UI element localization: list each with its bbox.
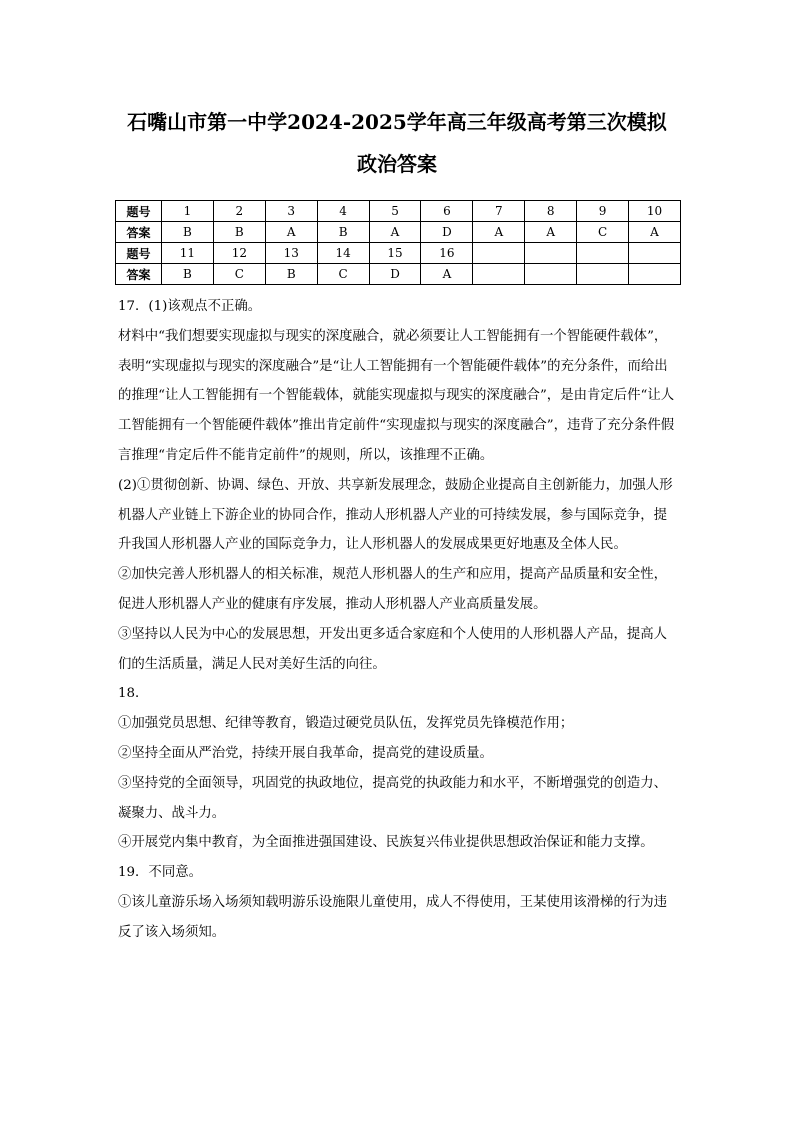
table-cell: 6 [421,201,473,222]
table-row [116,243,681,264]
table-row [116,264,681,285]
table-cell [473,264,525,285]
answer-paragraph: 18． [118,686,149,702]
table-cell: 14 [317,243,369,264]
table-cell: 7 [473,201,525,222]
table-cell: 5 [369,201,421,222]
answer-paragraph: ①该儿童游乐场入场须知载明游乐设施限儿童使用，成人不得使用，王某使用该滑梯的行为违反了该入场须知。 [118,894,668,940]
page-subtitle: 政治答案 [357,152,437,176]
answer-paragraph: ③坚持党的全面领导，巩固党的执政地位，提高党的执政能力和水平，不断增强党的创造力、凝聚力、战斗力。 [118,775,668,821]
table-cell: 16 [421,243,473,264]
table-cell [577,264,629,285]
table-cell: 11 [162,243,214,264]
answer-paragraph: 17．(1)该观点不正确。 [118,299,262,314]
table-cell: 1 [162,201,214,222]
table-row [116,222,681,243]
answer-paragraph: ②加快完善人形机器人的相关标准，规范人形机器人的生产和应用，提高产品质量和安全性，促进人形机器人产业的健康有序发展，推动人形机器人产业高质量发展。 [118,567,668,612]
answer-table-body [116,201,681,285]
page-title: 石嘴山市第一中学2024-2025学年高三年级高考第三次模拟 [127,110,667,134]
table-cell: A [525,222,577,243]
table-row-label: 题号 [116,201,162,222]
answer-paragraph: ①加强党员思想、纪律等教育，锻造过硬党员队伍，发挥党员先锋模范作用； [118,716,574,732]
table-cell: A [265,222,317,243]
table-cell: B [162,222,214,243]
table-row-label: 答案 [116,222,162,243]
table-cell: A [629,222,681,243]
table-cell: 15 [369,243,421,264]
table-cell: 13 [265,243,317,264]
table-cell: 2 [213,201,265,222]
table-cell: C [213,264,265,285]
table-cell [629,264,681,285]
table-cell: C [317,264,369,285]
answer-paragraph: ③坚持以人民为中心的发展思想，开发出更多适合家庭和个人使用的人形机器人产品，提高人们的生活质量，满足人民对美好生活的向往。 [118,626,668,672]
table-cell [473,243,525,264]
table-cell: 8 [525,201,577,222]
answer-paragraph: ②坚持全面从严治党，持续开展自我革命，提高党的建设质量。 [118,745,493,761]
answer-paragraph: (2)①贯彻创新、协调、绿色、开放、共享新发展理念，鼓励企业提高自主创新能力，加强人形机器人产业链上下游企业的协同合作，推动人形机器人产业的可持续发展，参与国际竞争，提升我国人形机器人产业的国际竞争力，让人形机器人的发展成果更好地惠及全体人民。 [118,477,673,553]
table-cell: A [369,222,421,243]
table-cell [525,243,577,264]
table-cell: D [369,264,421,285]
table-cell: B [213,222,265,243]
answer-paragraph: 19．不同意。 [118,865,202,881]
table-cell: C [577,222,629,243]
table-cell: A [473,222,525,243]
table-cell: 10 [629,201,681,222]
table-cell [629,243,681,264]
table-cell: 3 [265,201,317,222]
table-cell: D [421,222,473,243]
answer-paragraph: ④开展党内集中教育，为全面推进强国建设、民族复兴伟业提供思想政治保证和能力支撑。 [118,835,654,851]
table-row-label: 题号 [116,243,162,264]
table-cell: 12 [213,243,265,264]
table-cell: 4 [317,201,369,222]
table-row [116,201,681,222]
table-row-label: 答案 [116,264,162,285]
answer-body [118,292,678,948]
table-cell [525,264,577,285]
table-cell [577,243,629,264]
table-cell: 9 [577,201,629,222]
answer-paragraph: 材料中“我们想要实现虚拟与现实的深度融合，就必须要让人工智能拥有一个智能硬件载体”，表明“实现虚拟与现实的深度融合”是“让人工智能拥有一个智能硬件载体”的充分条件，而给出的推理“让人工智能拥有一个智能载体，就能实现虚拟与现实的深度融合”，是由肯定后件“让人工智能拥有一个智能硬件载体”推出肯定前件“实现虚拟与现实的深度融合”，违背了充分条件假言推理“肯定后件不能肯定前件”的规则，所以，该推理不正确。 [118,328,675,463]
answer-table [115,200,681,285]
table-cell: B [265,264,317,285]
table-cell: B [317,222,369,243]
table-cell: A [421,264,473,285]
table-cell: B [162,264,214,285]
